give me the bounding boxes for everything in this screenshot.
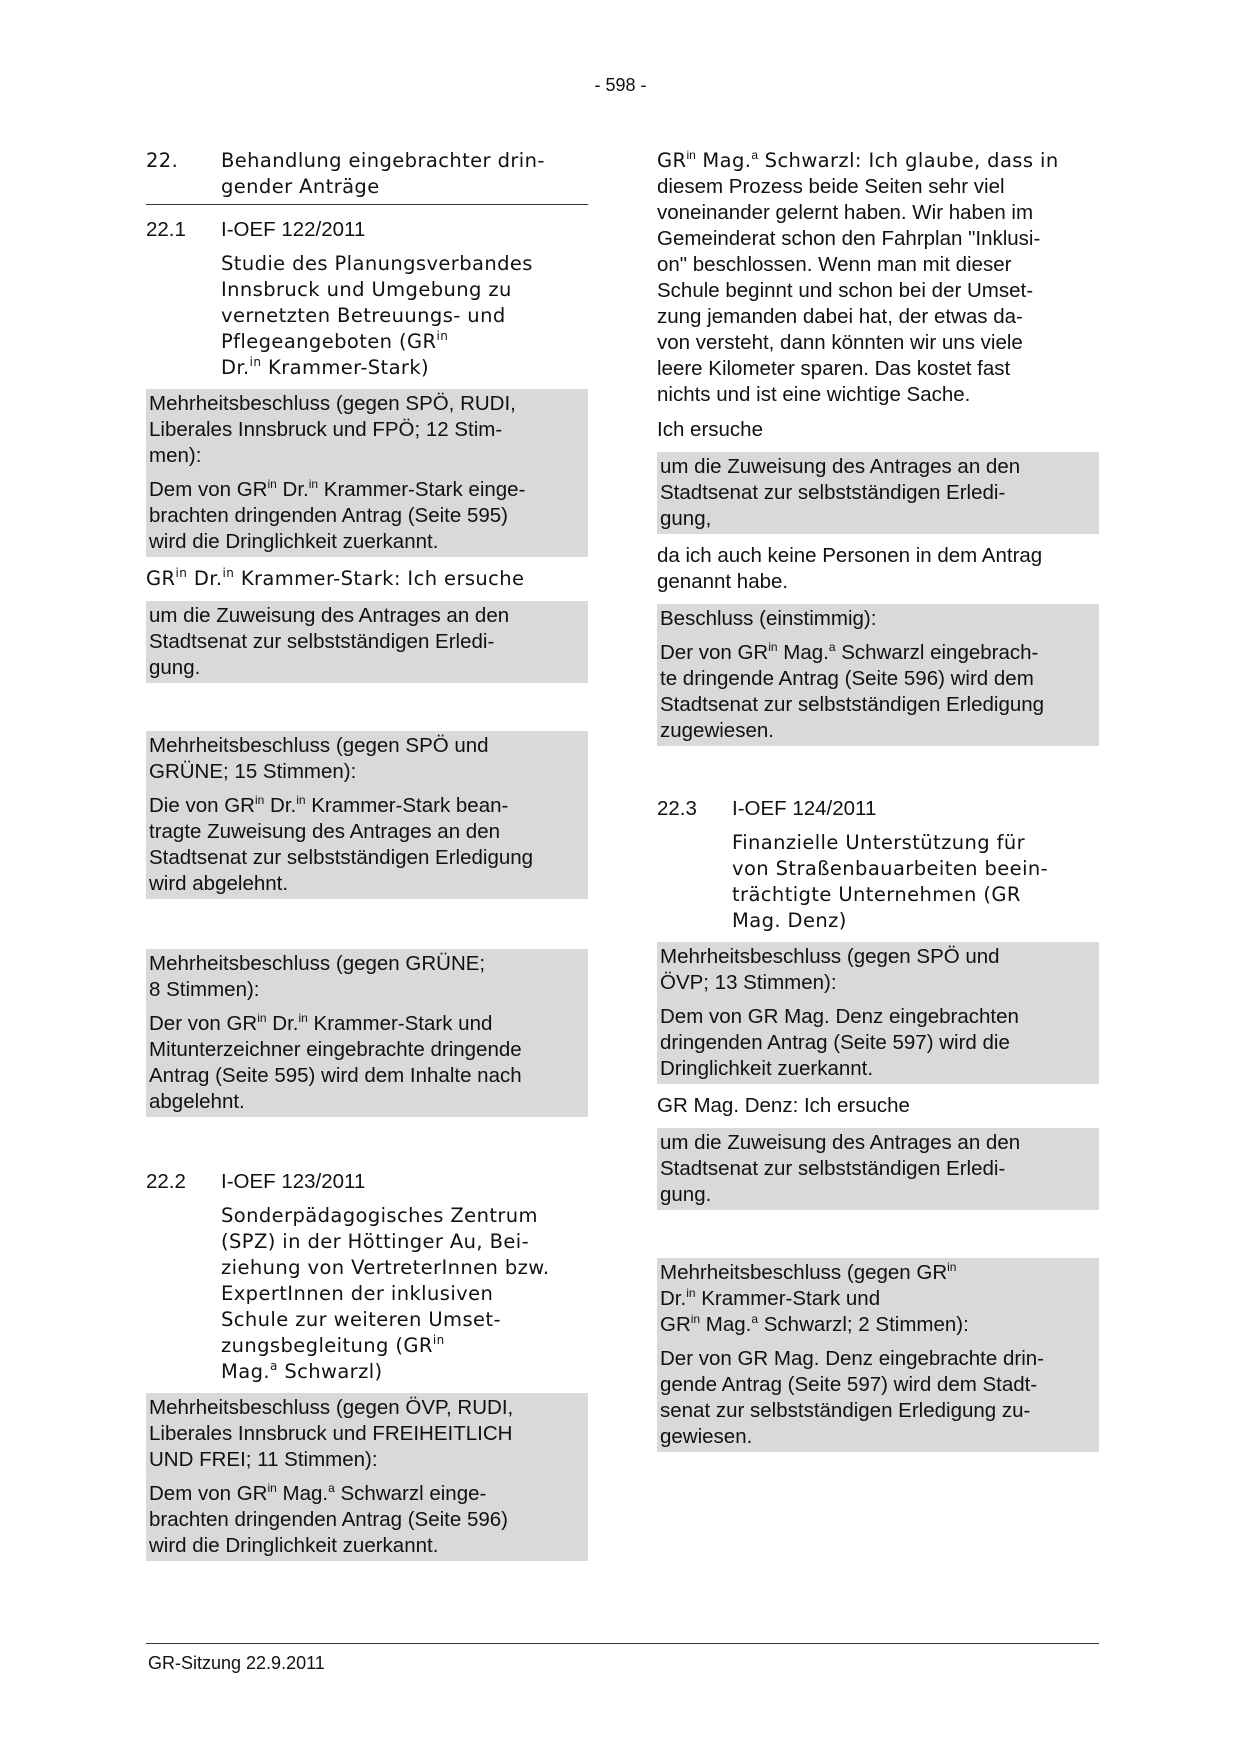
resolution-text: Der von $GR^{in}$ Dr.$^{in}$ Krammer-Stark und Mitunterzeichner eingebrachte dringende Antrag (Seite 595) wird dem Inhalte nach abgelehnt. — [149, 1011, 522, 1113]
left-column — [146, 148, 588, 1561]
resolution-heading: Mehrheitsbeschluss (gegen SPÖ und ÖVP; 13 Stimmen): — [660, 945, 1000, 994]
resolution-heading: Mehrheitsbeschluss (gegen SPÖ und GRÜNE; 15 Stimmen): — [149, 734, 489, 783]
resolution-block — [657, 1258, 1099, 1452]
item-22-2-title: Sonderpädagogisches Zentrum (SPZ) in der Höttinger Au, Bei- ziehung von VertreterInnen bzw. ExpertInnen der inklusiven Schule zur weiteren Umset- zungsbegleitung ($GR^{in}$ Mag.$^a$ Schwarzl) — [221, 1204, 550, 1383]
resolution-text: Dem von GR Mag. Denz eingebrachten dringenden Antrag (Seite 597) wird die Dringlichkeit zuerkannt. — [660, 1005, 1019, 1080]
section-heading — [146, 148, 588, 200]
footer-text: GR-Sitzung 22.9.2011 — [148, 1653, 325, 1673]
item-22-3-header — [657, 796, 1099, 822]
resolution-block — [657, 604, 1099, 746]
resolution-heading: Mehrheitsbeschluss (gegen GRÜNE; 8 Stimmen): — [149, 952, 486, 1001]
request-note: da ich auch keine Personen in dem Antrag genannt habe. — [657, 544, 1043, 593]
resolution-heading: Beschluss (einstimmig): — [660, 607, 877, 630]
item-code: I-OEF 123/2011 — [221, 1170, 366, 1193]
resolution-block — [146, 949, 588, 1117]
item-22-1-header — [146, 217, 588, 243]
speaker-request: Ich ersuche — [657, 418, 763, 441]
resolution-text: Der von $GR^{in}$ Mag.$^a$ Schwarzl eingebrach- te dringende Antrag (Seite 596) wird dem Stadtsenat zur selbstständigen Erledigung zugewiesen. — [660, 640, 1045, 742]
item-22-1-title: Studie des Planungsverbandes Innsbruck und Umgebung zu vernetzten Betreuungs- und Pflegeangeboten ($GR^{in}$ Dr.$^{in}$ Krammer-Stark) — [221, 252, 533, 379]
speaker-request: $GR^{in}$ Dr.$^{in}$ Krammer-Stark: Ich ersuche — [146, 566, 525, 590]
item-code: I-OEF 124/2011 — [732, 797, 877, 820]
resolution-text: Dem von $GR^{in}$ Mag.$^a$ Schwarzl einge- brachten dringenden Antrag (Seite 596) wird die Dringlichkeit zuerkannt. — [149, 1481, 509, 1557]
item-number: 22.1 — [146, 218, 186, 241]
resolution-text: Dem von $GR^{in}$ Dr.$^{in}$ Krammer-Stark einge- brachten dringenden Antrag (Seite 595) wird die Dringlichkeit zuerkannt. — [149, 477, 526, 553]
right-column — [657, 148, 1099, 1452]
heading-line: gender Anträge — [221, 175, 380, 198]
item-number: 22.2 — [146, 1170, 186, 1193]
heading-line: Behandlung eingebrachter drin- — [221, 149, 545, 172]
heading-number: 22. — [146, 149, 179, 172]
resolution-text: Der von GR Mag. Denz eingebrachte drin- gende Antrag (Seite 597) wird dem Stadt- senat zur selbstständigen Erledigung zu- gewiesen. — [660, 1347, 1044, 1448]
resolution-text: Die von $GR^{in}$ Dr.$^{in}$ Krammer-Stark bean- tragte Zuweisung des Antrages an den Stadtsenat zur selbstständigen Erledigung wird abgelehnt. — [149, 793, 534, 895]
resolution-block — [657, 942, 1099, 1084]
page-number: - 598 - — [594, 75, 647, 95]
speaker-statement: $GR^{in}$ Mag.$^a$ Schwarzl: Ich glaube, dass in diesem Prozess beide Seiten sehr viel voneinander gelernt haben. Wir haben im Gemeinderat schon den Fahrplan "Inklusi- on" beschlossen. Wenn man mit dieser Schule beginnt und schon bei der Umset- zung jemanden dabei hat, der etwas da- von versteht, dann könnten wir uns viele leere Kilometer sparen. Das kostet fast nichts und ist eine wichtige Sache. — [657, 148, 1059, 406]
request-block: um die Zuweisung des Antrages an den Stadtsenat zur selbstständigen Erledi- gung. — [146, 601, 588, 683]
item-code: I-OEF 122/2011 — [221, 218, 366, 241]
request-block: um die Zuweisung des Antrages an den Stadtsenat zur selbstständigen Erledi- gung, — [657, 452, 1099, 534]
request-block: um die Zuweisung des Antrages an den Stadtsenat zur selbstständigen Erledi- gung. — [657, 1128, 1099, 1210]
resolution-block — [146, 731, 588, 899]
speaker-request: GR Mag. Denz: Ich ersuche — [657, 1094, 910, 1117]
resolution-block — [146, 1393, 588, 1561]
heading-rule — [146, 204, 588, 205]
item-22-2-header — [146, 1169, 588, 1195]
item-22-3-title: Finanzielle Unterstützung für von Straßenbauarbeiten beein- trächtigte Unternehmen (GR Mag. Denz) — [732, 831, 1049, 932]
resolution-heading: Mehrheitsbeschluss (gegen SPÖ, RUDI, Liberales Innsbruck und FPÖ; 12 Stim- men): — [149, 392, 516, 467]
resolution-block — [146, 389, 588, 557]
footer-rule — [146, 1643, 1099, 1644]
resolution-heading: Mehrheitsbeschluss (gegen ÖVP, RUDI, Liberales Innsbruck und FREIHEITLICH UND FREI; 11 Stimmen): — [149, 1396, 514, 1471]
item-number: 22.3 — [657, 797, 697, 820]
resolution-heading: Mehrheitsbeschluss (gegen $GR^{in}$ Dr.$^{in}$ Krammer-Stark und $GR^{in}$ Mag.$^a$ Schwarzl; 2 Stimmen): — [660, 1260, 969, 1336]
